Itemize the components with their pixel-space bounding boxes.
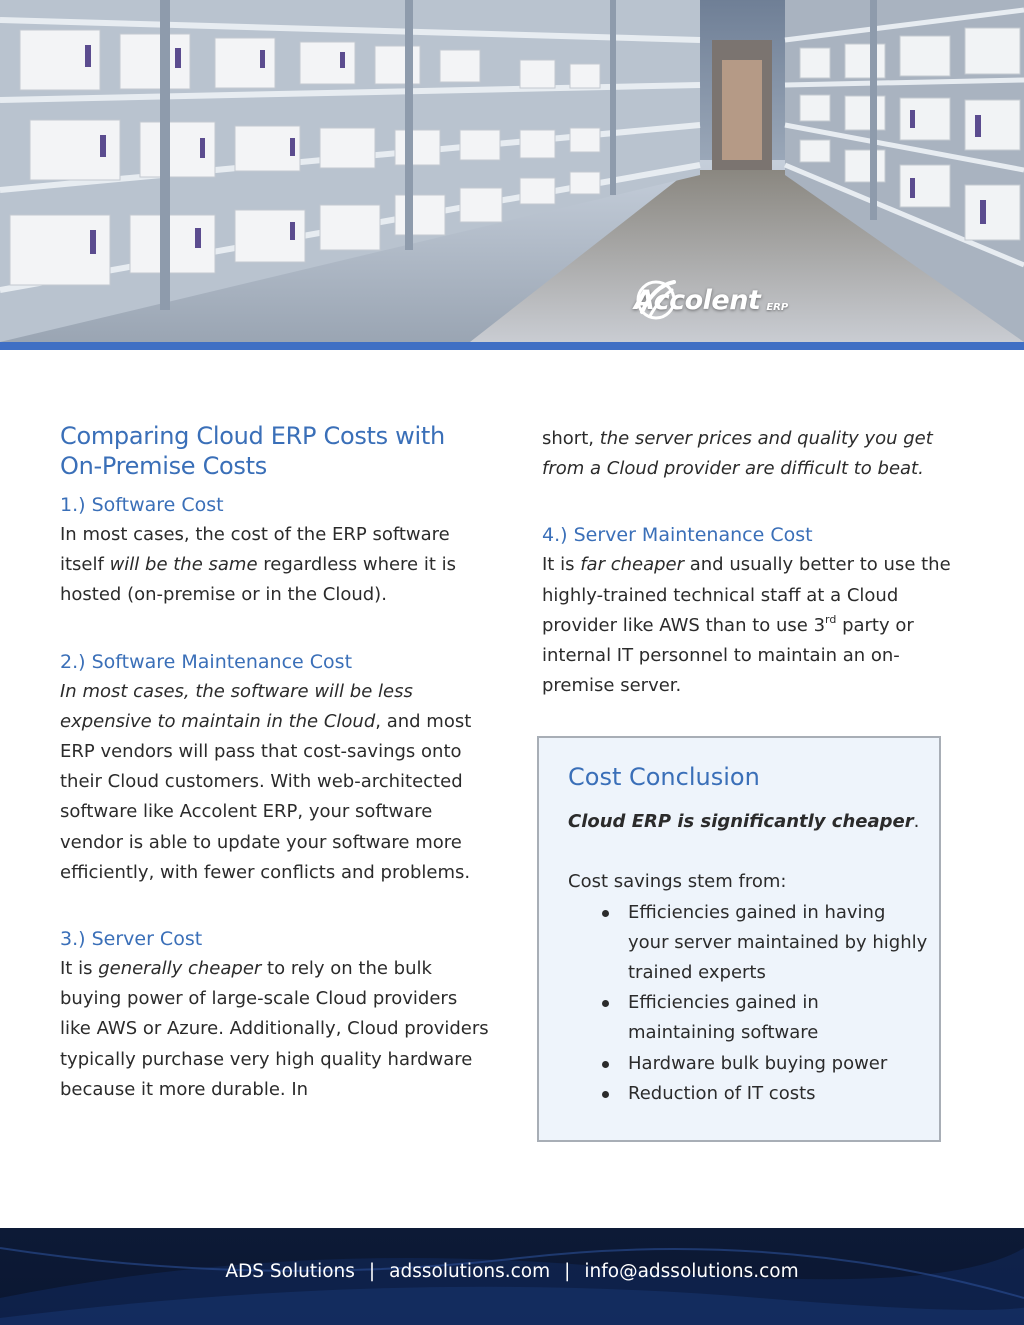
- footer-company: ADS Solutions: [225, 1261, 355, 1282]
- cost-conclusion-box: [537, 736, 941, 1142]
- software-maintenance-paragraph: [60, 677, 490, 888]
- emphasis-text: the server prices and quality you get from a Cloud provider are difficult to beat.: [542, 428, 933, 480]
- software-cost-paragraph: [60, 520, 490, 611]
- footer-email-link[interactable]: info@adssolutions.com: [584, 1261, 799, 1282]
- logo-name: Accolent: [634, 284, 761, 316]
- blank-line: [568, 837, 928, 867]
- emphasis-text: In most cases, the software will be less expensive to maintain in the Cloud: [60, 680, 413, 732]
- hero-image: [0, 0, 1024, 342]
- server-maintenance-heading: 4.) Server Maintenance Cost: [542, 524, 813, 547]
- server-cost-paragraph: [60, 954, 490, 1105]
- bullet-icon: [602, 910, 609, 917]
- text-run: party or internal IT personnel to maintain an on-premise server.: [542, 614, 914, 697]
- footer-website-link[interactable]: adssolutions.com: [389, 1261, 551, 1282]
- logo-suffix: ERP: [766, 301, 789, 313]
- text-run: short,: [542, 428, 600, 449]
- bullet-icon: [602, 1000, 609, 1007]
- text-run: regardless where it is hosted (on-premise or in the Cloud).: [60, 554, 457, 606]
- page-title: Comparing Cloud ERP Costs with On-Premise Costs: [60, 422, 445, 480]
- bullet-icon: [602, 1091, 609, 1098]
- list-item: [568, 1079, 928, 1109]
- list-item: [568, 988, 928, 1048]
- conclusion-intro: Cost savings stem from:: [568, 871, 787, 893]
- accent-stripe: [0, 342, 1024, 350]
- text-run: to rely on the bulk buying power of large-scale Cloud providers like AWS or Azure. Additionally, Cloud providers typically purchase very high quality hardware because it more durable. In: [60, 958, 489, 1100]
- list-item: [568, 1049, 928, 1079]
- emphasis-text: generally cheaper: [98, 958, 262, 980]
- text-run: .: [913, 811, 920, 832]
- warehouse-illustration: [0, 0, 1024, 342]
- footer-separator: |: [368, 1261, 376, 1282]
- text-run: , and most ERP vendors will pass that cost-savings onto their Cloud customers. With web-architected software like Accolent ERP, your software vendor is able to update your software more efficiently, with fewer conflicts and problems.: [60, 710, 472, 883]
- swoosh-mark-icon: [634, 276, 680, 322]
- footer-separator: |: [564, 1261, 571, 1282]
- list-item: [568, 898, 928, 989]
- server-cost-heading: 3.) Server Cost: [60, 928, 203, 951]
- right-column: [542, 424, 972, 701]
- conclusion-statement: [568, 807, 928, 837]
- conclusion-heading: Cost Conclusion: [568, 763, 760, 791]
- conclusion-strong: Cloud ERP is significantly cheaper: [568, 811, 914, 832]
- text-run: and usually better to use the highly-trained technical staff at a Cloud provider like AWS than to use 3: [542, 554, 951, 636]
- server-cost-paragraph-continued: [542, 424, 972, 484]
- software-maintenance-heading: 2.) Software Maintenance Cost: [60, 650, 353, 673]
- list-item-text: Hardware bulk buying power: [628, 1052, 888, 1074]
- server-maintenance-paragraph: [542, 550, 972, 701]
- left-column: [60, 421, 490, 1105]
- emphasis-text: will be the same: [109, 554, 258, 576]
- savings-list: [568, 898, 928, 1109]
- text-run: In most cases, the cost of the ERP software itself: [60, 524, 450, 576]
- software-cost-heading: 1.) Software Cost: [60, 494, 224, 516]
- footer: [0, 1228, 1024, 1325]
- text-run: It is: [60, 958, 99, 980]
- emphasis-text: far cheaper: [580, 554, 685, 576]
- footer-contact: [0, 1261, 1024, 1282]
- list-item-text: Reduction of IT costs: [628, 1082, 816, 1104]
- bullet-icon: [602, 1061, 609, 1068]
- list-item-text: Efficiencies gained in maintaining software: [628, 992, 819, 1044]
- list-item-text: Efficiencies gained in having your server maintained by highly trained experts: [628, 901, 928, 983]
- accolent-logo: [634, 276, 788, 324]
- ordinal-superscript: rd: [825, 612, 837, 626]
- text-run: It is: [542, 554, 581, 576]
